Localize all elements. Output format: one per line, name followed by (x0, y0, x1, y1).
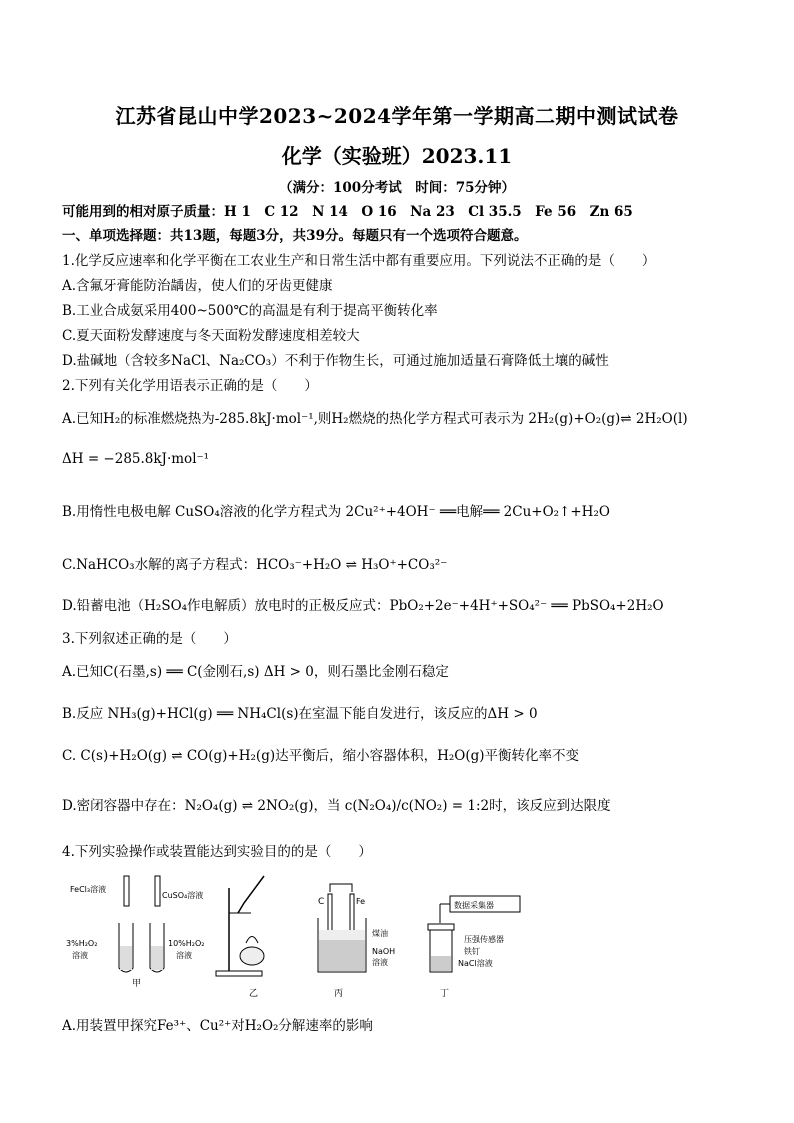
liquid-right (151, 946, 163, 970)
exam-subtitle: 化学（实验班）2023.11 (281, 144, 513, 168)
q2-option-c: C.NaHCO₃水解的离子方程式：HCO₃⁻+H₂O ⇌ H₃O⁺+CO₃²⁻ (62, 557, 448, 573)
q4-stem: 4.下列实验操作或装置能达到实验目的的是（ ） (62, 844, 372, 860)
q3-option-a: A.已知C(石墨,s) ══ C(金刚石,s) ΔH > 0，则石墨比金刚石稳定 (62, 664, 449, 680)
apparatus-ding (428, 896, 520, 999)
section-heading: 一、单项选择题：共13题，每题3分，共39分。每题只有一个选项符合题意。 (62, 228, 528, 244)
q2-option-b: B.用惰性电极电解 CuSO₄溶液的化学方程式为 2Cu²⁺+4OH⁻ ══电解══ 2Cu+O₂↑+H₂O (62, 504, 610, 520)
q1-option-c: C.夏天面粉发酵速度与冬天面粉发酵速度相差较大 (62, 328, 360, 344)
q3-stem: 3.下列叙述正确的是（ ） (62, 631, 237, 647)
apparatus-bing (318, 884, 395, 999)
dropper-left (124, 876, 129, 906)
q3-option-d: D.密闭容器中存在：N₂O₄(g) ⇌ 2NO₂(g)，当 c(N₂O₄)/c(NO₂) = 1:2时，该反应到达限度 (62, 798, 611, 814)
apparatus-figure (66, 868, 504, 1003)
q1-stem: 1.化学反应速率和化学平衡在工农业生产和日常生活中都有重要应用。下列说法不正确的是（ ） (62, 253, 656, 269)
electrode-c-label: C (318, 897, 325, 907)
nacl-label: NaCl溶液 (458, 959, 493, 968)
liquid-left (120, 946, 132, 970)
q1-option-a: A.含氟牙膏能防治龋齿，使人们的牙齿更健康 (62, 278, 333, 294)
label-bing: 丙 (334, 989, 344, 999)
q2-option-a-enthalpy: ΔH = −285.8kJ·mol⁻¹ (62, 451, 210, 467)
atomic-masses: 可能用到的相对原子质量：H 1 C 12 N 14 O 16 Na 23 Cl 35.5 Fe 56 Zn 65 (62, 204, 633, 220)
q3-option-b: B.反应 NH₃(g)+HCl(g) ══ NH₄Cl(s)在室温下能自发进行，该反应的ΔH > 0 (62, 706, 538, 722)
q3-option-c: C. C(s)+H₂O(g) ⇌ CO(g)+H₂(g)达平衡后，缩小容器体积，H₂O(g)平衡转化率不变 (62, 748, 580, 764)
pressure-label: 压强传感器 (464, 935, 504, 944)
collector-label: 数据采集器 (454, 901, 494, 910)
nail-label: 铁钉 (464, 947, 480, 956)
h2o2-3-label: 3%H₂O₂ (66, 939, 98, 948)
dropper-right (155, 876, 160, 906)
naoh-solution-label: 溶液 (372, 958, 388, 967)
naoh-label: NaOH (372, 947, 396, 956)
solution-label-1: 溶液 (72, 951, 88, 960)
apparatus-yi (216, 876, 264, 999)
h2o2-10-label: 10%H₂O₂ (168, 939, 205, 948)
label-yi: 乙 (249, 989, 259, 999)
q1-option-b: B.工业合成氨采用400~500℃的高温是有利于提高平衡转化率 (62, 303, 438, 319)
fecl3-label: FeCl₃溶液 (70, 885, 107, 894)
q1-option-d: D.盐碱地（含较多NaCl、Na₂CO₃）不利于作物生长，可通过施加适量石膏降低土壤的碱性 (62, 353, 609, 369)
apparatus-jia (66, 876, 205, 989)
exam-title: 江苏省昆山中学2023~2024学年第一学期高二期中测试试卷 (115, 104, 679, 128)
exam-info: （满分：100分考试 时间：75分钟） (279, 180, 515, 196)
q2-option-a: A.已知H₂的标准燃烧热为-285.8kJ·mol⁻¹,则H₂燃烧的热化学方程式可表示为 2H₂(g)+O₂(g)⇌ 2H₂O(l) (62, 411, 688, 427)
label-ding: 丁 (440, 989, 450, 999)
q2-stem: 2.下列有关化学用语表示正确的是（ ） (62, 378, 318, 394)
cuso4-label: CuSO₄溶液 (162, 891, 204, 900)
kerosene-label: 煤油 (372, 929, 388, 938)
solution-label-2: 溶液 (176, 951, 192, 960)
label-jia: 甲 (132, 979, 142, 989)
q4-option-a: A.用装置甲探究Fe³⁺、Cu²⁺对H₂O₂分解速率的影响 (62, 1018, 373, 1034)
electrode-fe-label: Fe (356, 897, 366, 906)
q2-option-d: D.铅蓄电池（H₂SO₄作电解质）放电时的正极反应式：PbO₂+2e⁻+4H⁺+SO₄²⁻ ══ PbSO₄+2H₂O (62, 598, 664, 614)
